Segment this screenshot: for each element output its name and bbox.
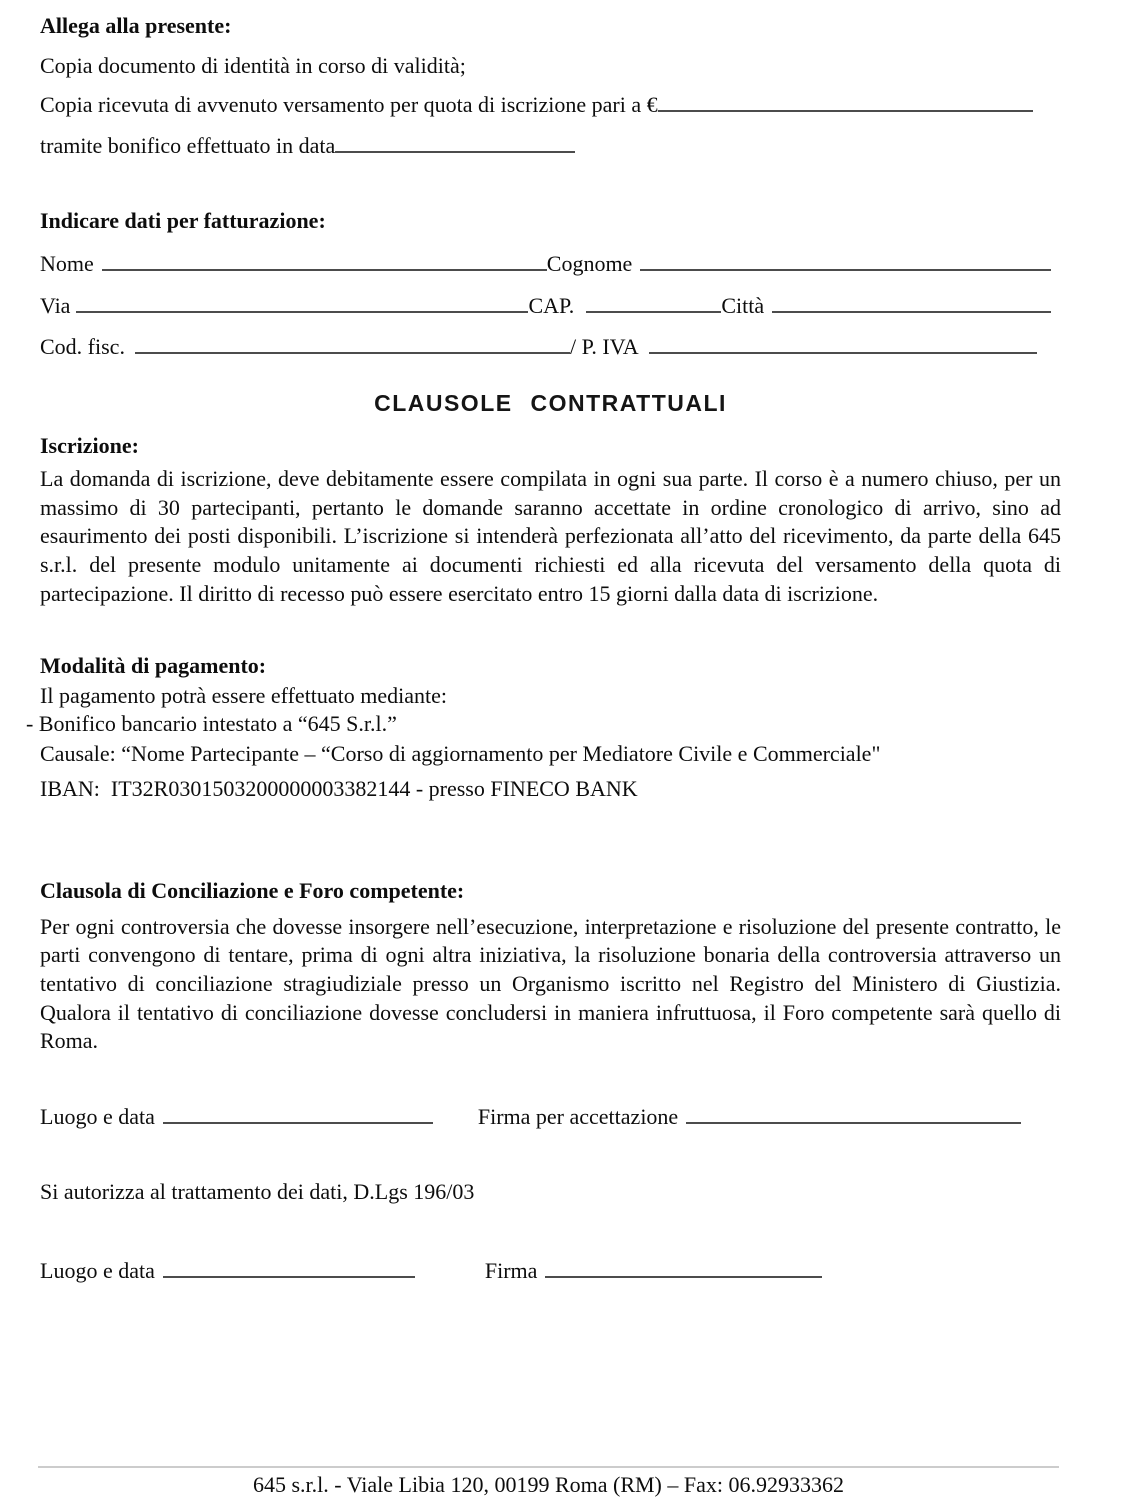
company-address-footer: 645 s.r.l. - Viale Libia 120, 00199 Roma (RM) – Fax: 06.92933362 (252, 1472, 844, 1497)
signature-row-acceptance (40, 1103, 1021, 1132)
cod-fisc-fill-line[interactable] (135, 352, 570, 354)
citta-label: Città (721, 292, 765, 318)
signature-row-privacy (40, 1257, 1061, 1286)
firma-label: Firma (484, 1257, 538, 1283)
pagamento-intro: Il pagamento potrà essere effettuato mediante: (40, 682, 448, 708)
firma-accettazione-label: Firma per accettazione (477, 1103, 679, 1129)
billing-row-address (40, 292, 1051, 321)
billing-row-fiscal (40, 333, 1037, 362)
pagamento-bonifico-item: - Bonifico bancario intestato a “645 S.r.l.” (26, 711, 397, 737)
cap-fill-line[interactable] (586, 311, 721, 313)
piva-label: / P. IVA (569, 334, 639, 360)
nome-label: Nome (40, 250, 94, 276)
luogo-data-fill-line-2[interactable] (163, 1276, 415, 1278)
cognome-label: Cognome (546, 250, 633, 276)
attachment-item-payment-row (40, 91, 1033, 120)
pagamento-heading: Modalità di pagamento: (40, 653, 267, 679)
via-fill-line[interactable] (76, 311, 528, 313)
via-label: Via (40, 292, 71, 318)
iscrizione-body: La domanda di iscrizione, deve debitamente essere compilata in ogni sua parte. Il corso è a numero chiuso, per un massimo di 30 partecipanti, pertanto le domande saranno accettate in ordine cronologico di arrivo, sino ad esaurimento dei posti disponibili. L’iscrizione si intenderà perfezionata all’atto del ricevimento, da parte della 645 s.r.l. del presente modulo unitamente ai documenti richiesti ed alla ricevuta del versamento della quota di partecipazione. Il diritto di recesso può essere esercitato entro 15 giorni dalla data di iscrizione. (40, 466, 1061, 606)
transfer-date-fill-line[interactable] (335, 151, 575, 153)
page-footer (38, 1466, 1059, 1500)
clauses-title: CLAUSOLE CONTRATTUALI (374, 389, 727, 416)
payment-receipt-label: Copia ricevuta di avvenuto versamento per quota di iscrizione pari a € (40, 92, 658, 118)
billing-row-name (40, 250, 1051, 279)
pagamento-causale: Causale: “Nome Partecipante – “Corso di aggiornamento per Mediatore Civile e Commerciale" (40, 740, 881, 766)
nome-fill-line[interactable] (102, 269, 547, 271)
privacy-note: Si autorizza al trattamento dei dati, D.Lgs 196/03 (40, 1179, 475, 1205)
luogo-data-fill-line-1[interactable] (163, 1122, 433, 1124)
attachment-item-transfer-row (40, 132, 1061, 161)
luogo-data-label-1: Luogo e data (40, 1103, 155, 1129)
cognome-fill-line[interactable] (640, 269, 1051, 271)
pagamento-iban: IBAN: IT32R0301503200000003382144 - presso FINECO BANK (40, 775, 638, 801)
billing-heading: Indicare dati per fatturazione: (40, 208, 326, 234)
transfer-date-label: tramite bonifico effettuato in data (40, 132, 336, 158)
cod-fisc-label: Cod. fisc. (40, 334, 125, 360)
conciliazione-body: Per ogni controversia che dovesse insorgere nell’esecuzione, interpretazione e risoluzione del presente contratto, le parti convengono di tentare, prima di ogni altra iniziativa, la risoluzione bonaria della controversia attraverso un tentativo di conciliazione stragiudiziale presso un Organismo iscritto nel Registro del Ministero di Giustizia. Qualora il tentativo di conciliazione dovesse concludersi in maniera infruttuosa, il Foro competente sarà quello di Roma. (40, 913, 1061, 1054)
luogo-data-label-2: Luogo e data (40, 1257, 155, 1283)
firma-fill-line[interactable] (545, 1276, 822, 1278)
cap-label: CAP. (528, 292, 575, 318)
piva-fill-line[interactable] (649, 352, 1037, 354)
attachment-item-identity: Copia documento di identità in corso di validità; (40, 52, 466, 78)
citta-fill-line[interactable] (772, 311, 1051, 313)
firma-accettazione-fill-line[interactable] (686, 1122, 1021, 1124)
attachments-heading: Allega alla presente: (40, 13, 232, 38)
iscrizione-heading: Iscrizione: (40, 432, 139, 458)
conciliazione-heading: Clausola di Conciliazione e Foro competente: (40, 878, 465, 904)
quota-amount-fill-line[interactable] (658, 110, 1033, 112)
